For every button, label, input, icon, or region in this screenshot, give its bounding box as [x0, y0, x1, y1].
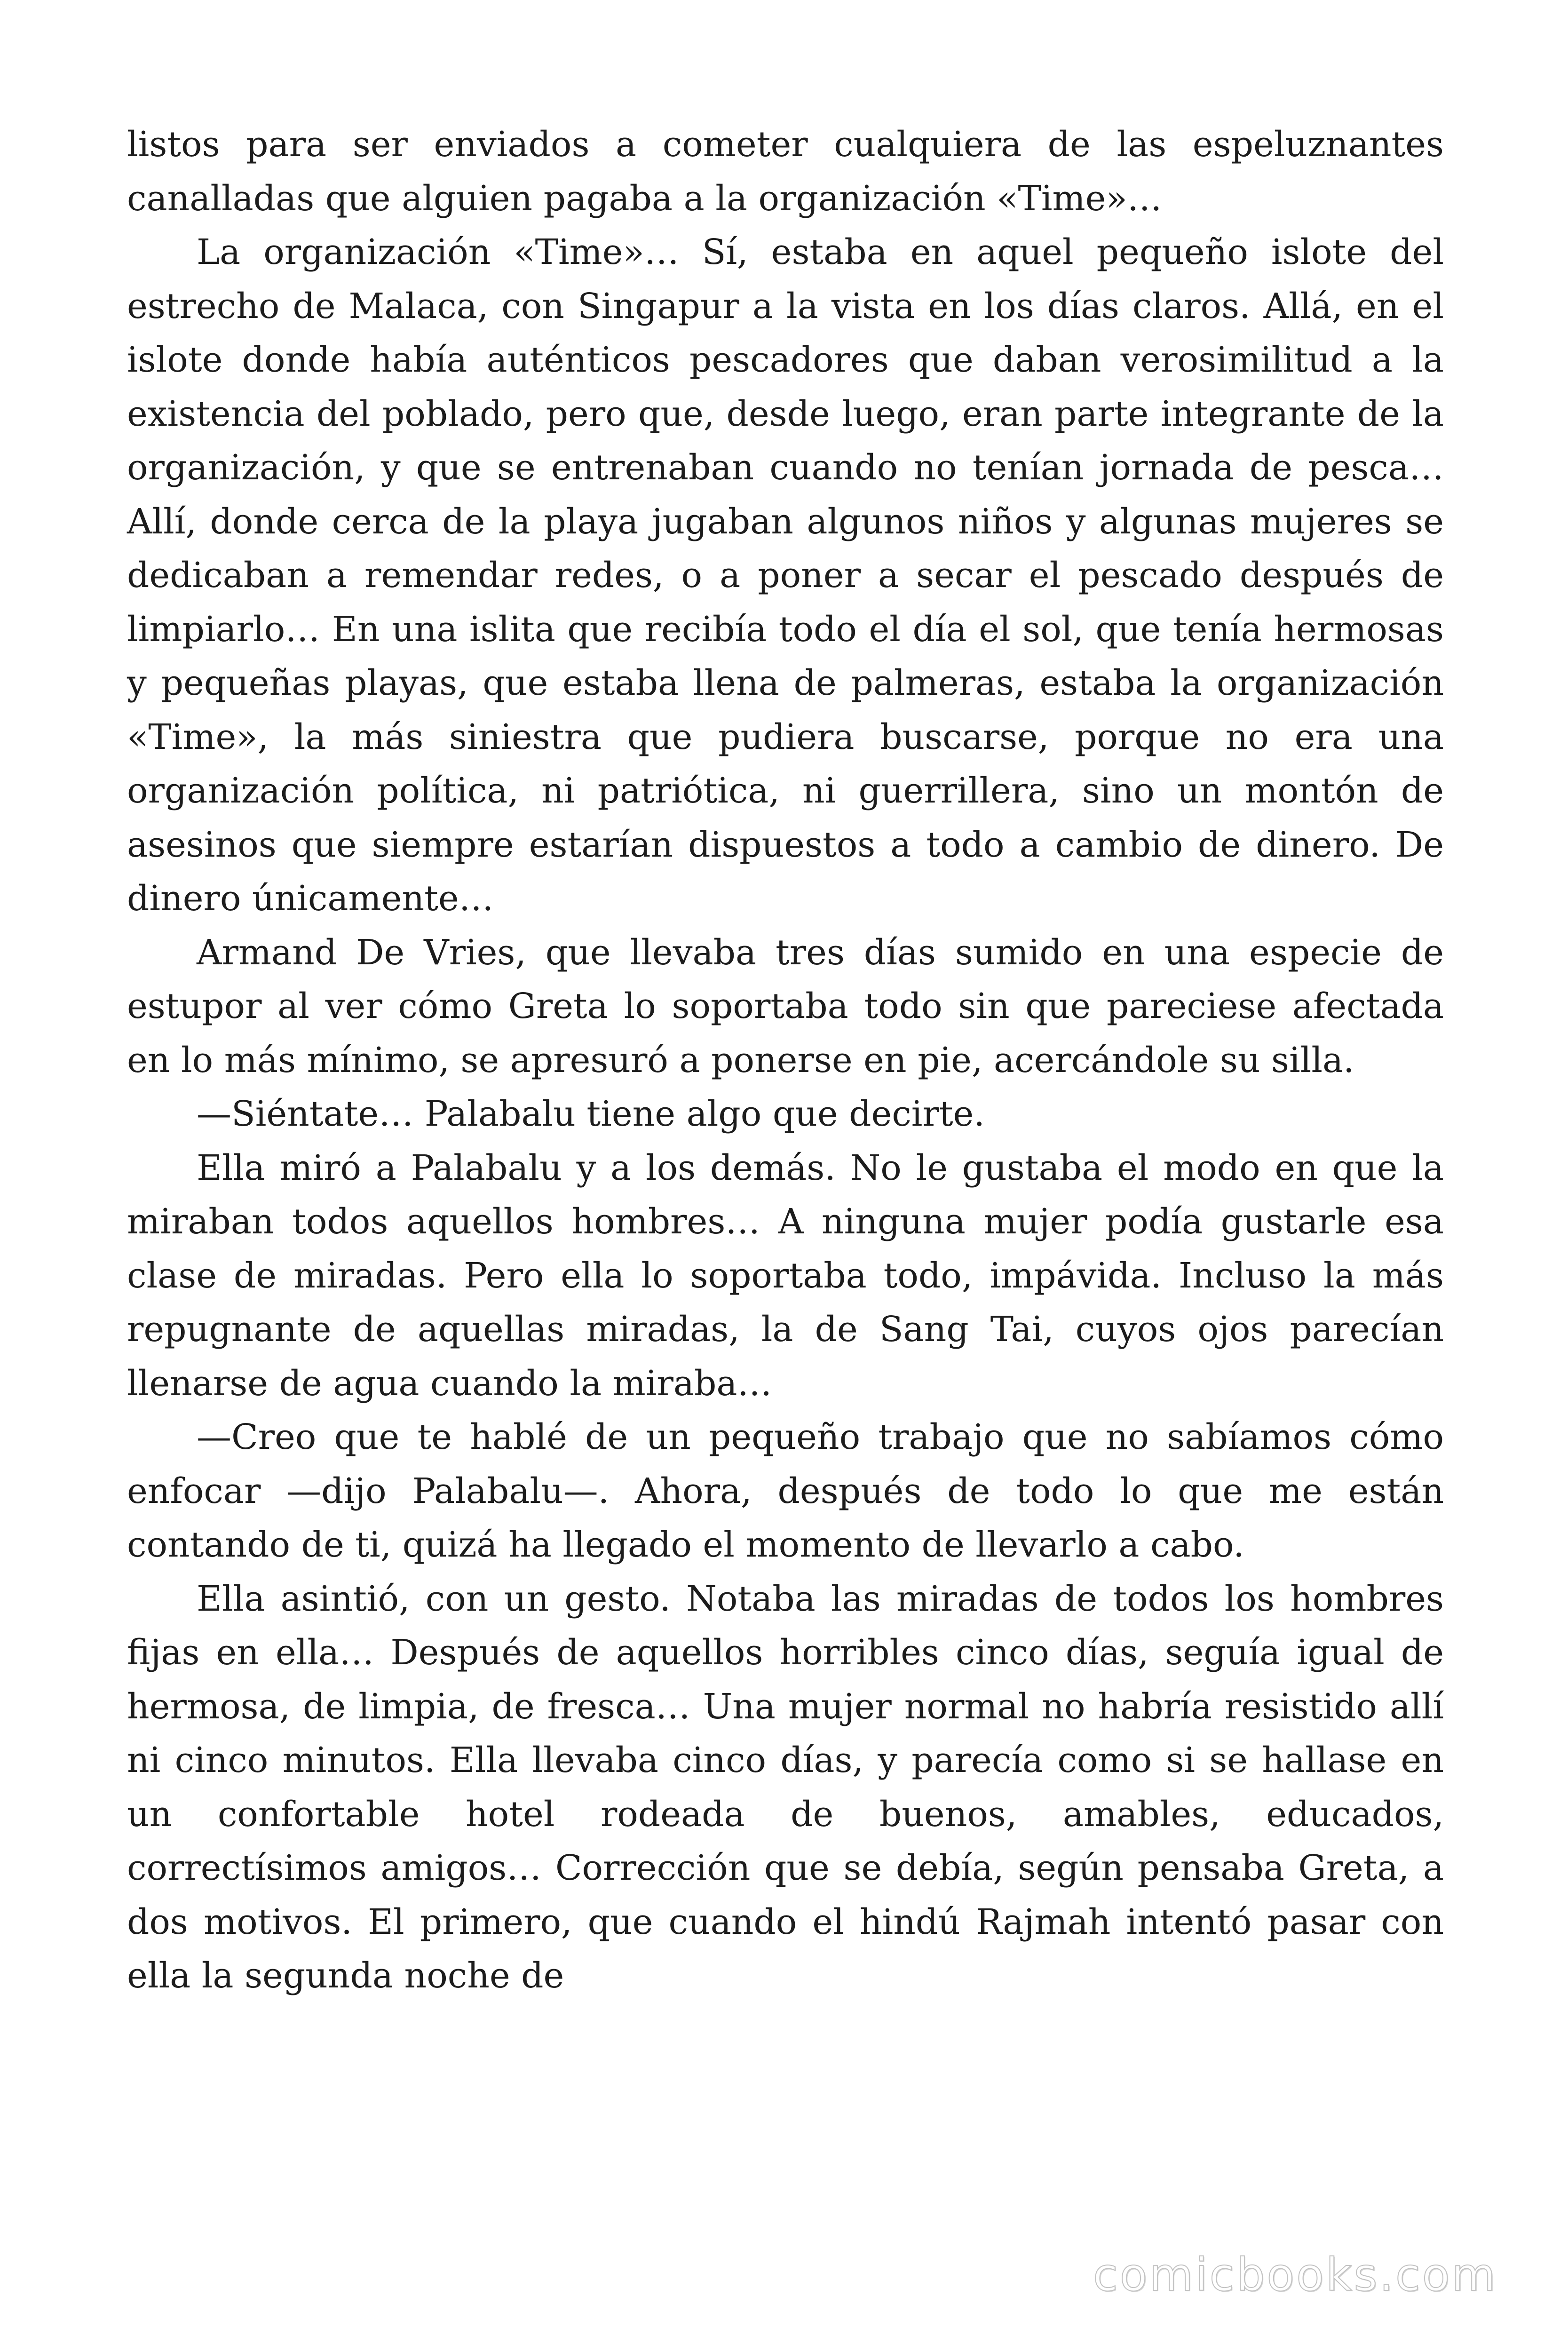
paragraph-3: Armand De Vries, que llevaba tres días sumido en una especie de estupor al ver cómo Greta lo soportaba todo sin que pareciese afectada en lo más mínimo, se apresuró a ponerse en pie, acercándole su silla. [127, 932, 1444, 1081]
paragraph-7: Ella asintió, con un gesto. Notaba las miradas de todos los hombres fijas en ella… Después de aquellos horribles cinco días, seguía igual de hermosa, de limpia, de fresca… Una mujer normal no habría resistido allí ni cinco minutos. Ella llevaba cinco días, y parecía como si se hallase en un confortable hotel rodeada de buenos, amables, educados, correctísimos amigos… Corrección que se debía, según pensaba Greta, a dos motivos. El primero, que cuando el hindú Rajmah intentó pasar con ella la segunda noche de [127, 1578, 1444, 1996]
paragraph-1: listos para ser enviados a cometer cualquiera de las espeluznantes canalladas que alguien pagaba a la organización «Time»… [127, 124, 1444, 219]
paragraph-5: Ella miró a Palabalu y a los demás. No le gustaba el modo en que la miraban todos aquellos hombres… A ninguna mujer podía gustarle esa clase de miradas. Pero ella lo soportaba todo, impávida. Incluso la más repugnante de aquellas miradas, la de Sang Tai, cuyos ojos parecían llenarse de agua cuando la miraba… [127, 1147, 1444, 1404]
page-body-text [127, 118, 1444, 2003]
paragraph-6-dialogue: —Creo que te hablé de un pequeño trabajo que no sabíamos cómo enfocar —dijo Palabalu—. Ahora, después de todo lo que me están contando de ti, quizá ha llegado el momento de llevarlo a cabo. [127, 1417, 1444, 1565]
watermark: comicbooks.com [1093, 2249, 1497, 2301]
paragraph-4-dialogue: —Siéntate… Palabalu tiene algo que decirte. [197, 1094, 985, 1134]
paragraph-2: La organización «Time»… Sí, estaba en aquel pequeño islote del estrecho de Malaca, con Singapur a la vista en los días claros. Allá, en el islote donde había auténticos pescadores que daban verosimilitud a la existencia del poblado, pero que, desde luego, eran parte integrante de la organización, y que se entrenaban cuando no tenían jornada de pesca… Allí, donde cerca de la playa jugaban algunos niños y algunas mujeres se dedicaban a remendar redes, o a poner a secar el pescado después de limpiarlo… En una islita que recibía todo el día el sol, que tenía hermosas y pequeñas playas, que estaba llena de palmeras, estaba la organización «Time», la más siniestra que pudiera buscarse, porque no era una organización política, ni patriótica, ni guerrillera, sino un montón de asesinos que siempre estarían dispuestos a todo a cambio de dinero. De dinero únicamente… [127, 232, 1444, 919]
